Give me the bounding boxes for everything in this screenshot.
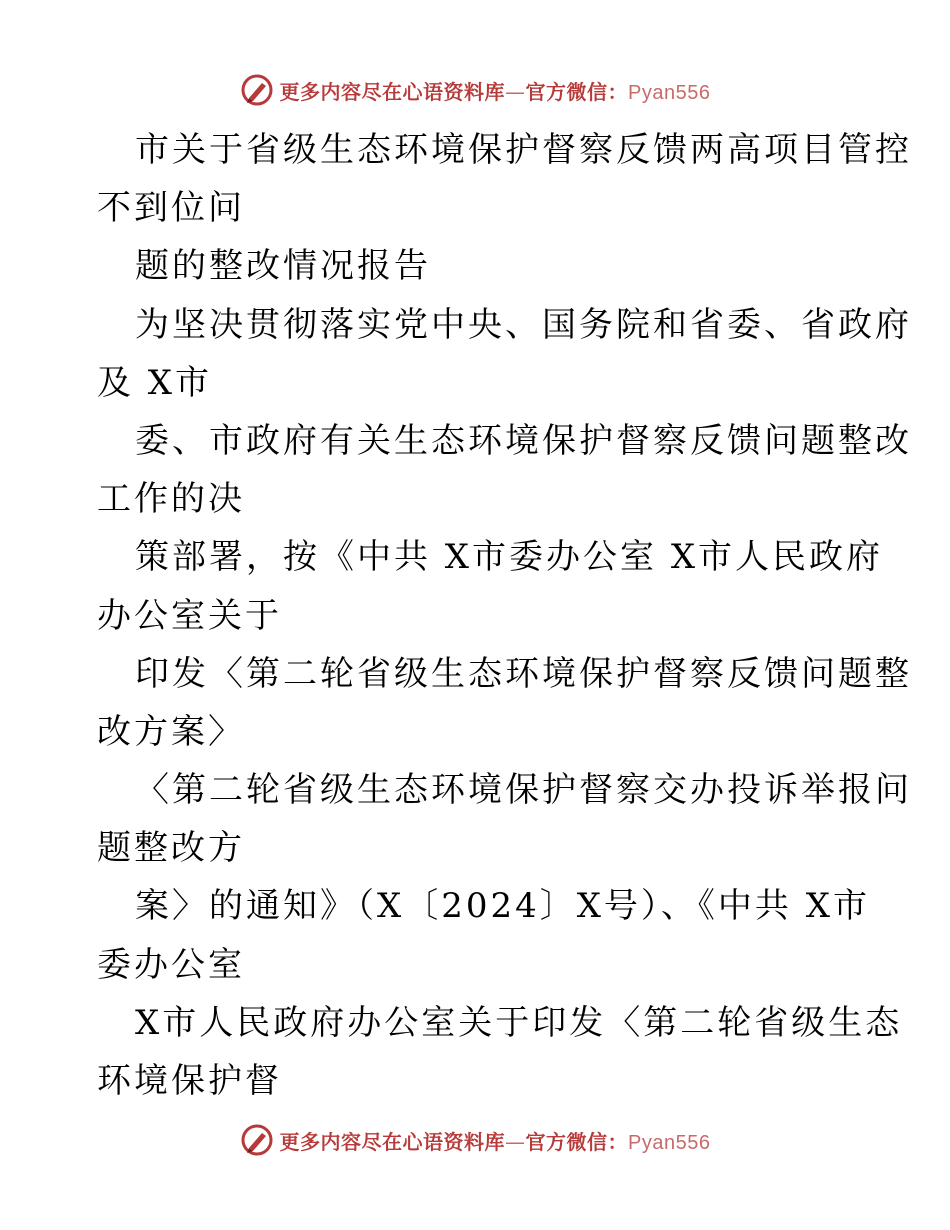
- body-line: 委办公室: [97, 944, 245, 985]
- body-line: 办公室关于: [97, 595, 282, 636]
- body-line: 委、市政府有关生态环境保护督察反馈问题整改: [135, 420, 912, 461]
- body-line: 改方案〉: [97, 711, 245, 752]
- body-line: X市人民政府办公室关于印发〈第二轮省级生态: [135, 1002, 903, 1043]
- footer-wechat-label: 官方微信：: [525, 1129, 629, 1154]
- pen-logo-icon: [240, 73, 274, 107]
- footer-dash: —: [505, 1129, 526, 1154]
- header-wechat-label: 官方微信：: [525, 79, 629, 104]
- footer-wechat-id: Pyan556: [628, 1131, 711, 1154]
- body-line: 题的整改情况报告: [135, 246, 431, 287]
- footer-banner-text: [280, 1126, 711, 1155]
- body-line: 〈第二轮省级生态环境保护督察交办投诉举报问: [135, 770, 912, 811]
- body-line: 及 X市: [97, 362, 213, 403]
- body-line: 不到位问: [97, 188, 245, 229]
- header-wechat-id: Pyan556: [628, 81, 711, 104]
- header-watermark-banner: [0, 70, 950, 110]
- body-line: 案〉的通知》（X〔2024〕X号）、《中共 X市: [135, 886, 870, 927]
- body-line: 环境保护督: [97, 1061, 282, 1101]
- body-line: 工作的决: [97, 479, 245, 520]
- body-line: 为坚决贯彻落实党中央、国务院和省委、省政府: [135, 304, 912, 345]
- header-banner-text: [280, 76, 711, 105]
- body-line: 策部署，按《中共 X市委办公室 X市人民政府: [135, 537, 884, 578]
- document-body: [97, 121, 912, 1110]
- body-line: 印发〈第二轮省级生态环境保护督察反馈问题整: [135, 653, 912, 694]
- header-site-text: 更多内容尽在心语资料库: [279, 79, 506, 104]
- pen-logo-icon: [240, 1123, 274, 1157]
- body-line: 市关于省级生态环境保护督察反馈两高项目管控: [135, 130, 912, 170]
- header-dash: —: [505, 79, 526, 104]
- footer-watermark-banner: [0, 1120, 950, 1160]
- footer-site-text: 更多内容尽在心语资料库: [279, 1129, 506, 1154]
- body-line: 题整改方: [97, 828, 245, 869]
